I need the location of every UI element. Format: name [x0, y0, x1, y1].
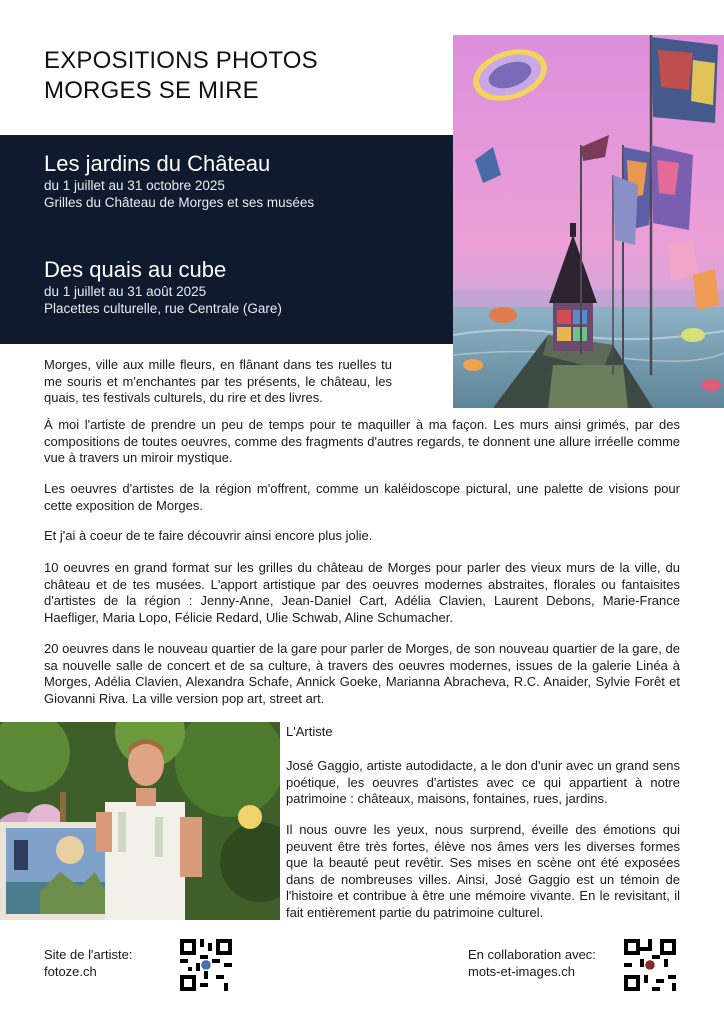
event-dates: du 1 juillet au 31 août 2025 — [44, 284, 207, 299]
artist-heading: L'Artiste — [286, 724, 333, 739]
body-paragraph: 10 oeuvres en grand format sur les grilles du château de Morges pour parler des vieux murs de la ville, du château et de tes musées. L'apport artistique par des oeuvres modernes abstraites, florales ou fantaisites d'artistes de la région : Jenny-Anne, Jean-Daniel Cart, Adélia Clavien, Laurent Debons, Marie-France Haefliger, Maria Lopo, Félicie Redard, Ulie Schwab, Aline Schumacher. — [44, 560, 680, 625]
event-dates: du 1 juillet au 31 octobre 2025 — [44, 178, 225, 193]
artist-paragraph: Il nous ouvre les yeux, nous surprend, éveille des émotions qui peuvent être très fortes, élève nos âmes vers les diverses formes que la beauté peut revêtir. Ses mises en scène ont été exposées dans de nombreuses villes. Ainsi, José Gaggio est un témoin de l'histoire et contribue à être une mémoire vivante. En le revisitant, il fait entièrement partie du patrimoine culturel. — [286, 822, 680, 920]
title-line-2: MORGES SE MIRE — [44, 77, 259, 104]
event-jardins — [44, 151, 314, 211]
body-paragraph: À moi l'artiste de prendre un peu de temps pour te maquiller à ma façon. Les murs ainsi grimés, par des compositions de toutes oeuvres, comme des fragments d'autres regards, te donnent une allure irréelle comme vue à travers un miroir mystique. — [44, 417, 680, 465]
footer-right-label: En collaboration avec: — [468, 947, 596, 962]
qr-code-icon[interactable] — [180, 939, 232, 991]
footer-right-link[interactable]: mots-et-images.ch — [468, 964, 575, 979]
artist-paragraph: José Gaggio, artiste autodidacte, a le don d'unir avec un grand sens poétique, les oeuvres d'artistes avec ce qui appartient à notre patrimoine : châteaux, maisons, fontaines, rues, jardins. — [286, 758, 680, 806]
artist-portrait-image — [0, 722, 280, 920]
footer-left-label: Site de l'artiste: — [44, 947, 133, 962]
hero-artwork-image — [453, 35, 724, 408]
event-location: Grilles du Château de Morges et ses musées — [44, 195, 315, 210]
body-paragraph: Les oeuvres d'artistes de la région m'offrent, comme un kaléidoscope pictural, une palette de visions pour cette exposition de Morges. — [44, 481, 680, 513]
footer-collaboration — [468, 946, 596, 980]
body-paragraph: 20 oeuvres dans le nouveau quartier de la gare pour parler de Morges, de son nouveau quartier de la gare, de sa nouvelle salle de concert et de sa culture, à travers des oeuvres modernes, issues de la galerie Linéa à Morges, Adélia Clavien, Alexandra Schafe, Annick Goeke, Marianna Abracheva, R.C. Anaider, Sylvie Forêt et Giovanni Riva. La ville version pop art, street art. — [44, 641, 680, 706]
events-banner — [0, 135, 453, 344]
body-paragraph: Et j'ai à coeur de te faire découvrir ainsi encore plus jolie. — [44, 528, 373, 543]
intro-paragraph: Morges, ville aux mille fleurs, en flânant dans tes ruelles tu me souris et m'enchantes par tes présents, le château, les quais, tes festivals culturels, du rire et des livres. — [44, 357, 392, 405]
footer-left-link[interactable]: fotoze.ch — [44, 964, 97, 979]
event-quais — [44, 257, 282, 317]
title-line-1: EXPOSITIONS PHOTOS — [44, 47, 318, 74]
artist-photo — [0, 722, 280, 920]
footer-artist-site — [44, 946, 132, 980]
event-name: Les jardins du Château — [44, 151, 271, 176]
event-location: Placettes culturelle, rue Centrale (Gare) — [44, 301, 282, 316]
event-name: Des quais au cube — [44, 257, 227, 282]
page-title — [44, 46, 444, 106]
qr-code-icon[interactable] — [624, 939, 676, 991]
pier-lighthouse-artwork — [453, 35, 724, 408]
